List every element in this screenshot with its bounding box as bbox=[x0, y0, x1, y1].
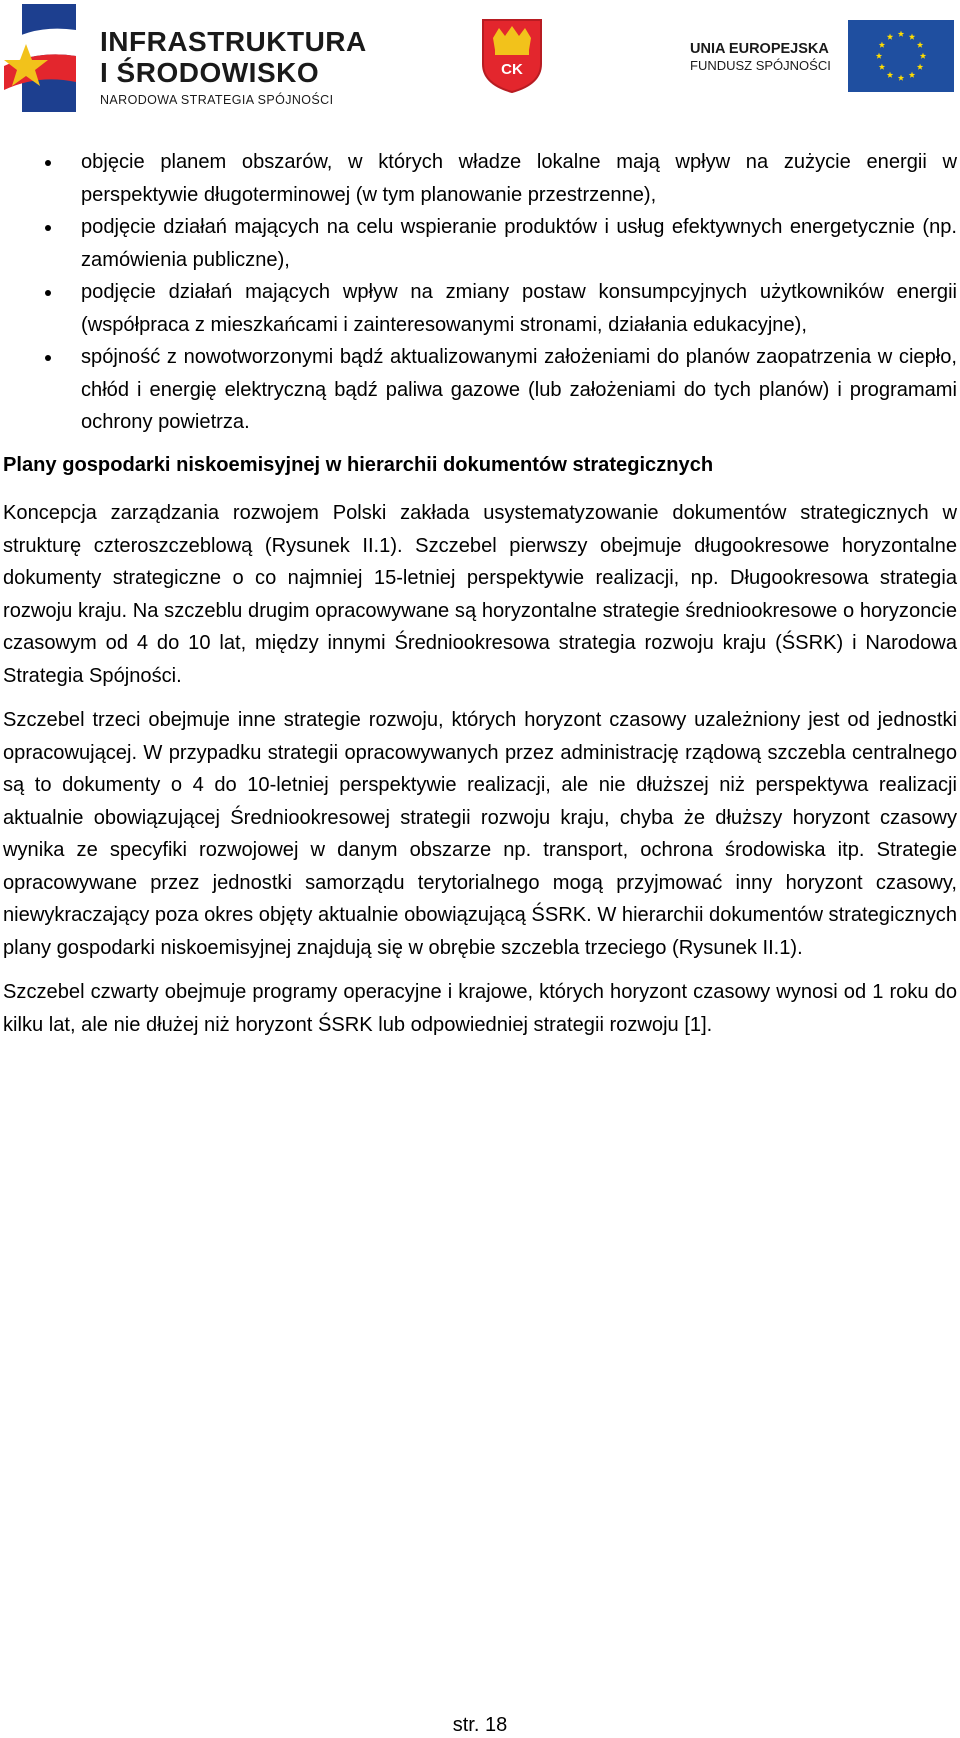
bullet-list bbox=[3, 146, 957, 439]
logo-subtitle: NARODOWA STRATEGIA SPÓJNOŚCI bbox=[100, 93, 334, 107]
nss-star-emblem-icon bbox=[4, 4, 82, 112]
eu-flag-icon bbox=[848, 20, 954, 92]
bullet-icon bbox=[45, 355, 51, 361]
list-item bbox=[3, 211, 957, 276]
section-heading: Plany gospodarki niskoemisyjnej w hierarchii dokumentów strategicznych bbox=[3, 453, 714, 476]
infrastruktura-srodowisko-logo bbox=[4, 4, 367, 114]
logo-title-line1: INFRASTRUKTURA bbox=[100, 26, 367, 57]
list-item bbox=[3, 146, 957, 211]
list-item-text: spójność z nowotworzonymi bądź aktualizowanymi założeniami do planów zaopatrzenia w ciepło, chłód i energię elektryczną bądź paliwa gazowe (lub założeniami do tych planów) i programami ochrony powietrza. bbox=[81, 346, 957, 433]
document-body bbox=[3, 146, 957, 1041]
logo-title-line2: I ŚRODOWISKO bbox=[100, 57, 320, 88]
bullet-icon bbox=[45, 160, 51, 166]
page-header bbox=[0, 0, 960, 120]
list-item-text: objęcie planem obszarów, w których władze lokalne mają wpływ na zużycie energii w perspektywie długoterminowej (w tym planowanie przestrzenne), bbox=[81, 151, 957, 206]
eu-logo-line2: FUNDUSZ SPÓJNOŚCI bbox=[690, 58, 831, 73]
list-item bbox=[3, 276, 957, 341]
paragraph: Koncepcja zarządzania rozwojem Polski zakłada usystematyzowanie dokumentów strategicznych w strukturę czteroszczeblową (Rysunek II.1). Szczebel pierwszy obejmuje długookresowe horyzontalne dokumenty strategiczne o co najmniej 15-letniej perspektywie realizacji, np. Długookresowa strategia rozwoju kraju. Na szczeblu drugim opracowywane są horyzontalne strategie średniookresowe o horyzoncie czasowym od 4 do 10 lat, między innymi Średniookresowa strategia rozwoju kraju (ŚSRK) i Narodowa Strategia Spójności. bbox=[3, 502, 957, 687]
paragraph: Szczebel trzeci obejmuje inne strategie rozwoju, których horyzont czasowy uzależniony jest od jednostki opracowującej. W przypadku strategii opracowywanych przez administrację rządową szczebla centralnego są to dokumenty o 4 do 10-letniej perspektywie realizacji, ale nie dłuższej niż perspektywa realizacji aktualnie obowiązującej Średniookresowej strategii rozwoju kraju, chyba że dłuższy horyzont czasowy wynika ze specyfiki rozwojowej w danym obszarze np. transport, ochrona środowiska itp. Strategie opracowywane przez jednostki samorządu terytorialnego mogą przyjmować inny horyzont czasowy, niewykraczający poza okres objęty aktualnie obowiązującą ŚSRK. W hierarchii dokumentów strategicznych plany gospodarki niskoemisyjnej znajdują się w obrębie szczebla trzeciego (Rysunek II.1). bbox=[3, 709, 957, 959]
list-item bbox=[3, 341, 957, 439]
crest-initials: CK bbox=[501, 61, 523, 78]
paragraph: Szczebel czwarty obejmuje programy operacyjne i krajowe, których horyzont czasowy wynosi od 1 roku do kilku lat, ale nie dłużej niż horyzont ŚSRK lub odpowiedniej strategii rozwoju [1]. bbox=[3, 981, 957, 1036]
bullet-icon bbox=[45, 290, 51, 296]
page-number: str. 18 bbox=[452, 1714, 508, 1736]
list-item-text: podjęcie działań mających wpływ na zmiany postaw konsumpcyjnych użytkowników energii (współpraca z mieszkańcami i zainteresowanymi stronami, działania edukacyjne), bbox=[81, 281, 957, 336]
bullet-icon bbox=[45, 225, 51, 231]
regional-crest-icon bbox=[481, 18, 543, 94]
eu-cohesion-fund-logo bbox=[690, 20, 956, 92]
eu-logo-line1: UNIA EUROPEJSKA bbox=[690, 41, 829, 57]
list-item-text: podjęcie działań mających na celu wspieranie produktów i usług efektywnych energetycznie (np. zamówienia publiczne), bbox=[81, 216, 957, 271]
